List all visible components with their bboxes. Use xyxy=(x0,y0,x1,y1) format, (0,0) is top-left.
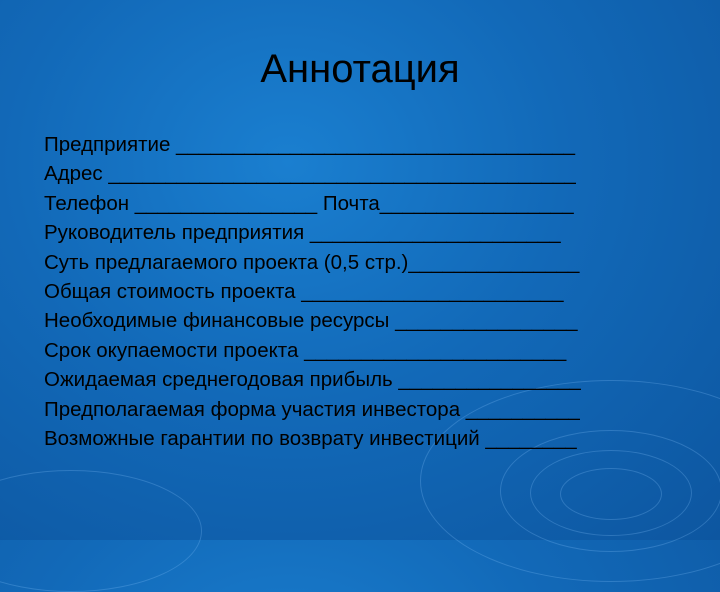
slide-title: Аннотация xyxy=(260,47,460,91)
form-line-project-essence: Суть предлагаемого проекта (0,5 стр.)_______________ xyxy=(44,250,580,274)
form-line-return-guarantees: Возможные гарантии по возврату инвестиций ________ xyxy=(44,427,577,451)
form-line-total-cost: Общая стоимость проекта _______________________ xyxy=(44,280,564,304)
form-line-payback-period: Срок окупаемости проекта _______________________ xyxy=(44,338,567,362)
ripple-decoration xyxy=(0,470,202,592)
form-line-address: Адрес _________________________________________ xyxy=(44,162,576,186)
form-line-financial-resources: Необходимые финансовые ресурсы ________________ xyxy=(44,309,578,333)
form-line-director: Руководитель предприятия ______________________ xyxy=(44,221,561,245)
annotation-form xyxy=(44,130,684,453)
form-line-investor-participation: Предполагаемая форма участия инвестора __________ xyxy=(44,397,580,421)
form-line-expected-profit: Ожидаемая среднегодовая прибыль ________________ xyxy=(44,368,581,392)
form-line-phone-email: Телефон ________________ Почта_________________ xyxy=(44,191,574,215)
form-line-enterprise: Предприятие ___________________________________ xyxy=(44,133,576,156)
